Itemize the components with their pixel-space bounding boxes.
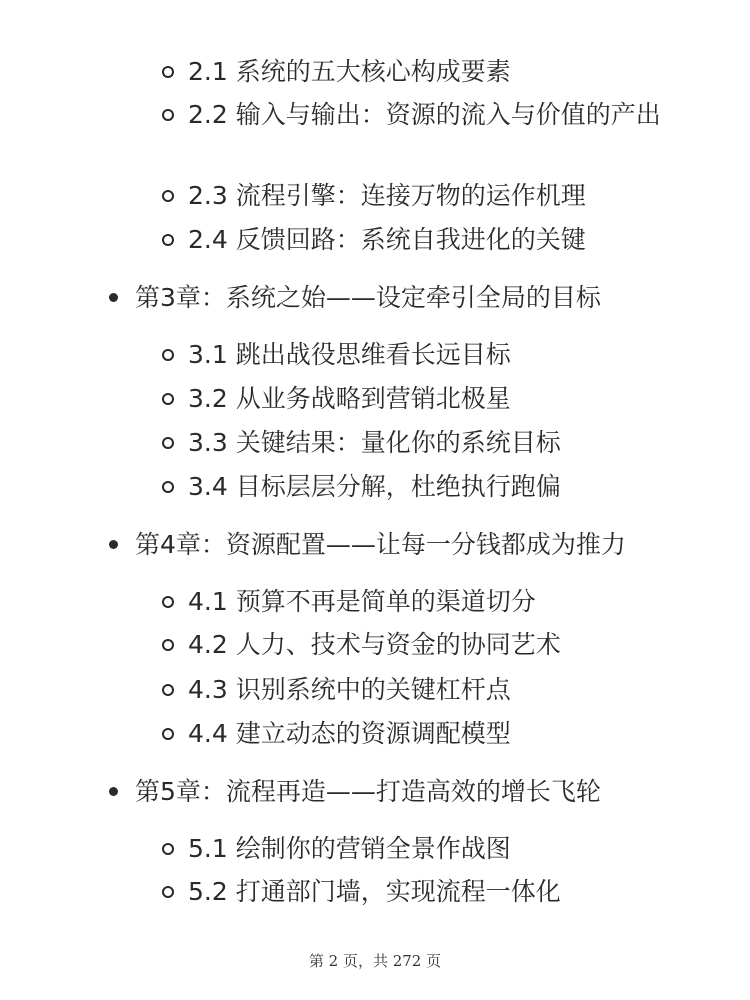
section-item: [188, 52, 678, 92]
section-item: [188, 625, 678, 665]
section-item: [188, 335, 678, 375]
section-title: 5.2 打通部门墙，实现流程一体化: [188, 877, 561, 906]
section-title: 4.4 建立动态的资源调配模型: [188, 719, 511, 748]
section-title: 3.2 从业务战略到营销北极星: [188, 384, 511, 413]
chapter-item: [135, 278, 695, 318]
section-item: [188, 176, 678, 216]
section-title: 3.1 跳出战役思维看长远目标: [188, 340, 511, 369]
section-title: 4.1 预算不再是简单的渠道切分: [188, 587, 536, 616]
section-item: [188, 714, 678, 754]
chapter-item: [135, 525, 695, 565]
section-item: [188, 467, 678, 507]
chapter-title: 第4章：资源配置——让每一分钱都成为推力: [135, 530, 626, 559]
section-item: [188, 423, 678, 463]
section-title: 2.3 流程引擎：连接万物的运作机理: [188, 181, 586, 210]
section-title: 2.2 输入与输出：资源的流入与价值的产出: [188, 100, 661, 129]
chapter-title: 第3章：系统之始——设定牵引全局的目标: [135, 283, 601, 312]
section-item: [188, 582, 678, 622]
section-title: 5.1 绘制你的营销全景作战图: [188, 834, 511, 863]
page-number-footer: 第 2 页，共 272 页: [308, 952, 442, 970]
section-item: [188, 829, 678, 869]
section-item: [188, 95, 678, 135]
section-item: [188, 379, 678, 419]
section-item: [188, 220, 678, 260]
section-title: 2.1 系统的五大核心构成要素: [188, 57, 511, 86]
section-item: [188, 670, 678, 710]
section-item: [188, 872, 678, 912]
section-title: 4.2 人力、技术与资金的协同艺术: [188, 630, 561, 659]
section-title: 3.4 目标层层分解，杜绝执行跑偏: [188, 472, 561, 501]
chapter-item: [135, 772, 695, 812]
section-title: 4.3 识别系统中的关键杠杆点: [188, 675, 511, 704]
section-title: 2.4 反馈回路：系统自我进化的关键: [188, 225, 586, 254]
section-title: 3.3 关键结果：量化你的系统目标: [188, 428, 561, 457]
chapter-title: 第5章：流程再造——打造高效的增长飞轮: [135, 777, 601, 806]
